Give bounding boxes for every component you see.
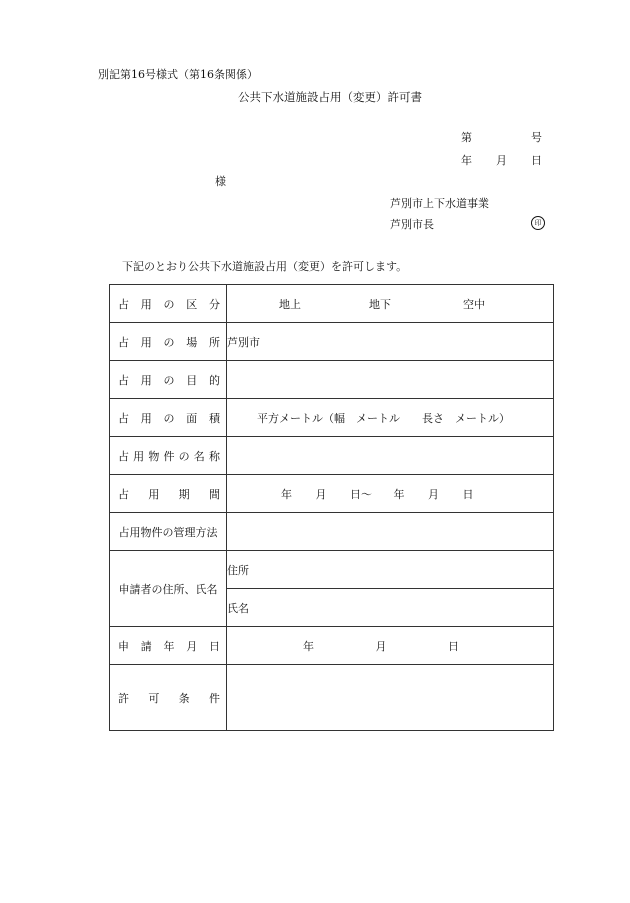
form-reference: 別記第16号様式（第16条関係） <box>98 68 258 81</box>
row-basho <box>110 323 554 361</box>
row-shinsei <box>110 627 554 665</box>
label-char: 分 <box>209 297 220 311</box>
label-char: 用 <box>133 449 145 463</box>
menseki-text: 平方メートル（幅 メートル 長さ メートル） <box>257 411 510 425</box>
seal-mark: 印 <box>531 216 545 230</box>
date-year: 年 <box>461 154 472 167</box>
permit-table <box>109 284 554 731</box>
label-char: 用 <box>140 335 152 349</box>
label-char: 月 <box>186 639 198 653</box>
label-char: 件 <box>163 449 175 463</box>
label-menseki <box>110 399 227 437</box>
kubun-option-chijo[interactable]: 地上 <box>279 297 301 311</box>
label-char: の <box>163 297 175 311</box>
date-month: 月 <box>496 154 507 167</box>
row-mokuteki <box>110 361 554 399</box>
value-meisho[interactable] <box>227 437 554 475</box>
number-suffix: 号 <box>531 131 542 144</box>
label-char: 間 <box>208 487 220 501</box>
label-char: 用 <box>140 297 152 311</box>
kubun-option-chika[interactable]: 地下 <box>369 297 391 311</box>
label-char: の <box>163 335 175 349</box>
addressee-honorific: 様 <box>215 175 226 188</box>
label-char: 的 <box>209 373 220 387</box>
label-char: 区 <box>186 297 198 311</box>
label-joken <box>110 665 227 731</box>
number-prefix: 第 <box>461 131 472 144</box>
issuer-title: 芦別市長 <box>390 218 434 231</box>
value-basho[interactable] <box>227 323 554 361</box>
basho-text: 芦別市 <box>227 335 260 349</box>
label-char: 占 <box>118 297 129 311</box>
label-char: 占 <box>118 335 129 349</box>
label-char: 用 <box>148 487 160 501</box>
row-kubun <box>110 285 554 323</box>
kikan-start-month: 月 <box>315 487 327 501</box>
row-applicant-address <box>110 551 554 589</box>
shinsei-month: 月 <box>375 639 387 653</box>
label-char: 占 <box>118 487 129 501</box>
label-char: 件 <box>208 691 220 705</box>
shinsei-day: 日 <box>448 639 459 653</box>
label-char: 申 <box>118 639 129 653</box>
label-char: 用 <box>140 373 152 387</box>
label-char: 面 <box>186 411 198 425</box>
value-shinsei[interactable] <box>227 627 554 665</box>
label-char: 称 <box>208 449 220 463</box>
label-char: 占 <box>118 411 129 425</box>
row-menseki <box>110 399 554 437</box>
value-menseki[interactable] <box>227 399 554 437</box>
value-kanri[interactable] <box>227 513 554 551</box>
label-char: 場 <box>186 335 198 349</box>
kikan-end-day: 日 <box>462 487 474 501</box>
label-char: の <box>163 411 175 425</box>
label-char: 日 <box>209 639 220 653</box>
value-joken[interactable] <box>227 665 554 731</box>
row-kikan <box>110 475 554 513</box>
value-mokuteki[interactable] <box>227 361 554 399</box>
kikan-start-year: 年 <box>281 487 292 501</box>
document-title: 公共下水道施設占用（変更）許可書 <box>238 90 422 104</box>
label-meisho <box>110 437 227 475</box>
intro-text: 下記のとおり公共下水道施設占用（変更）を許可します。 <box>122 260 408 273</box>
label-applicant <box>110 551 227 627</box>
kikan-start-day: 日～ <box>350 487 372 501</box>
name-label: 氏名 <box>227 601 249 615</box>
kikan-end-year: 年 <box>393 487 405 501</box>
value-kubun[interactable] <box>227 285 554 323</box>
label-char: 請 <box>140 639 152 653</box>
label-char: 期 <box>178 487 190 501</box>
label-char: 可 <box>148 691 160 705</box>
label-text: 占用物件の管理方法 <box>118 525 218 539</box>
kubun-option-kuchu[interactable]: 空中 <box>463 297 485 311</box>
address-label: 住所 <box>227 563 249 577</box>
label-char: 積 <box>209 411 220 425</box>
row-meisho <box>110 437 554 475</box>
label-kubun <box>110 285 227 323</box>
label-basho <box>110 323 227 361</box>
label-char: 占 <box>118 449 129 463</box>
label-char: 所 <box>209 335 220 349</box>
label-char: の <box>178 449 190 463</box>
label-char: 名 <box>193 449 205 463</box>
label-char: 占 <box>118 373 129 387</box>
label-mokuteki <box>110 361 227 399</box>
label-kanri <box>110 513 227 551</box>
label-char: の <box>163 373 175 387</box>
label-text: 申請者の住所、氏名 <box>118 582 218 596</box>
kikan-end-month: 月 <box>428 487 439 501</box>
label-char: 用 <box>140 411 152 425</box>
row-kanri <box>110 513 554 551</box>
label-char: 許 <box>118 691 129 705</box>
label-char: 物 <box>148 449 160 463</box>
value-address[interactable] <box>227 551 554 589</box>
shinsei-year: 年 <box>303 639 314 653</box>
date-day: 日 <box>531 154 542 167</box>
label-char: 条 <box>178 691 190 705</box>
label-char: 年 <box>163 639 175 653</box>
label-kikan <box>110 475 227 513</box>
value-name[interactable] <box>227 589 554 627</box>
label-shinsei <box>110 627 227 665</box>
row-joken <box>110 665 554 731</box>
value-kikan[interactable] <box>227 475 554 513</box>
label-char: 目 <box>186 373 198 387</box>
issuer-organization: 芦別市上下水道事業 <box>390 197 489 210</box>
